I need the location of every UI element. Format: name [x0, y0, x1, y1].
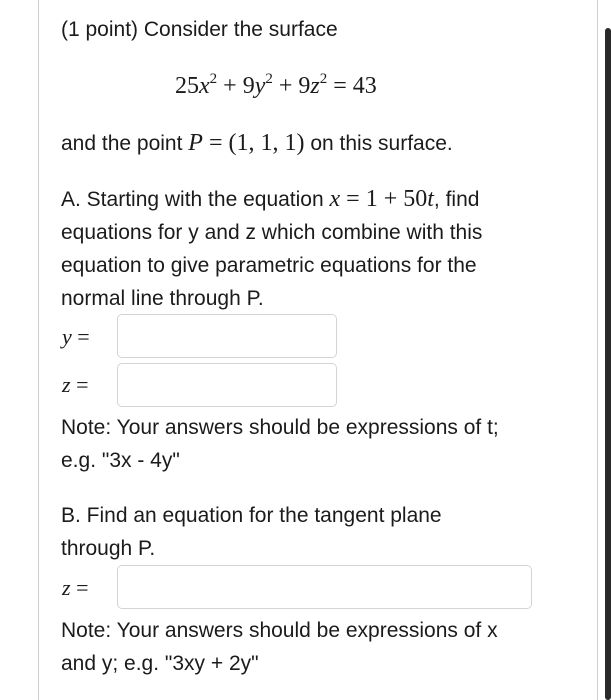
part-a-note-line1: Note: Your answers should be expressions of t;	[61, 416, 499, 439]
z-equals-label: z =	[62, 372, 89, 397]
part-a-line4: normal line through P.	[61, 287, 264, 310]
y-answer-input[interactable]	[117, 314, 337, 358]
part-a-line3: equation to give parametric equations for the	[61, 254, 477, 277]
tangent-z-equals-label: z =	[62, 575, 89, 600]
y-equals-label: y =	[62, 324, 90, 349]
part-b-line2: through P.	[61, 537, 156, 560]
part-a-line1: A. Starting with the equation x = 1 + 50t, find	[61, 186, 480, 212]
part-b-line1: B. Find an equation for the tangent plane	[61, 504, 442, 527]
part-a-note-line2: e.g. "3x - 4y"	[61, 449, 180, 472]
part-a-line2: equations for y and z which combine with this	[61, 221, 483, 244]
point-statement: and the point P = (1, 1, 1) on this surface.	[61, 130, 453, 156]
tangent-plane-answer-input[interactable]	[117, 565, 532, 609]
part-b-note-line2: and y; e.g. "3xy + 2y"	[61, 652, 259, 675]
surface-equation: $25x^2 + 9y^2 + 9z^2 = 43$	[175, 71, 377, 99]
problem-header: (1 point) Consider the surface	[61, 18, 338, 41]
z-answer-input[interactable]	[117, 363, 337, 407]
scrollbar[interactable]	[605, 28, 611, 700]
part-b-note-line1: Note: Your answers should be expressions of x	[61, 619, 498, 642]
